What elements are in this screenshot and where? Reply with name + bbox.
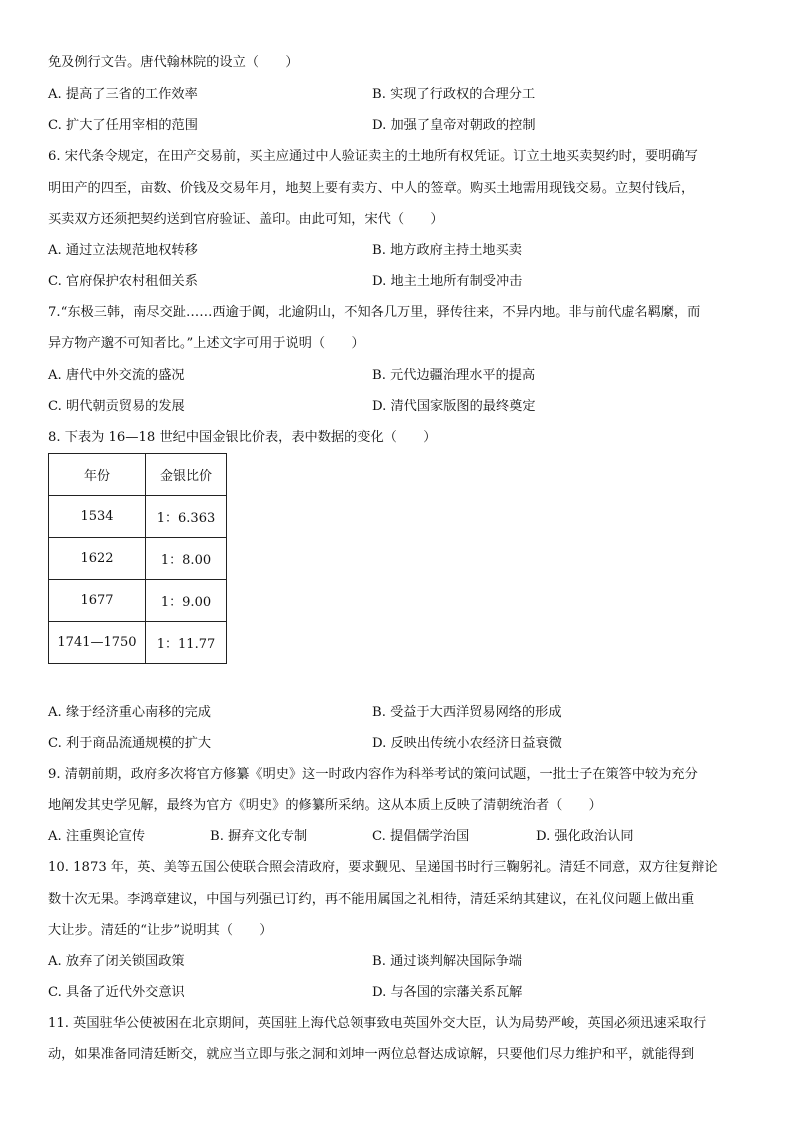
q7-option-d[interactable]: D. 清代国家版图的最终奠定 [372, 399, 536, 414]
table-row [49, 496, 227, 538]
q6-option-c[interactable]: C. 官府保护农村租佃关系 [48, 274, 198, 289]
q7-option-a[interactable]: A. 唐代中外交流的盛况 [48, 368, 185, 383]
question-11-line-1: 11. 英国驻华公使被困在北京期间，英国驻上海代总领事致电英国外交大臣，认为局势严峻，英国必须迅速采取行 [48, 1016, 707, 1031]
q9-option-c[interactable]: C. 提倡儒学治国 [372, 829, 470, 844]
q10-option-d[interactable]: D. 与各国的宗藩关系瓦解 [372, 985, 523, 1000]
table-cell-ratio: 1：9.00 [146, 580, 227, 622]
table-cell-year: 1741—1750 [49, 622, 146, 664]
q8-option-b[interactable]: B. 受益于大西洋贸易网络的形成 [372, 705, 562, 720]
table-header-row [49, 454, 227, 496]
q7-option-b[interactable]: B. 元代边疆治理水平的提高 [372, 368, 536, 383]
table-cell-year: 1677 [49, 580, 146, 622]
table-cell-ratio: 1：6.363 [146, 496, 227, 538]
q8-option-a[interactable]: A. 缘于经济重心南移的完成 [48, 705, 211, 720]
table-cell-year: 1534 [49, 496, 146, 538]
question-5-stem-tail: 免及例行文告。唐代翰林院的设立（ ） [48, 55, 299, 70]
q5-option-c[interactable]: C. 扩大了任用宰相的范围 [48, 118, 198, 133]
question-10-line-2: 数十次无果。李鸿章建议，中国与列强已订约，再不能用属国之礼相待，清廷采纳其建议，在礼仪问题上做出重 [48, 892, 695, 907]
question-6-line-1: 6. 宋代条令规定，在田产交易前，买主应通过中人验证卖主的土地所有权凭证。订立土地买卖契约时，要明确写 [48, 149, 698, 164]
question-9-line-1: 9. 清朝前期，政府多次将官方修纂《明史》这一时政内容作为科举考试的策问试题，一批士子在策答中较为充分 [48, 767, 698, 782]
question-7-line-2: 异方物产邈不可知者比。”上述文字可用于说明（ ） [48, 336, 365, 351]
question-6-line-3: 买卖双方还须把契约送到官府验证、盖印。由此可知，宋代（ ） [48, 212, 444, 227]
table-row [49, 622, 227, 664]
q7-option-c[interactable]: C. 明代朝贡贸易的发展 [48, 399, 185, 414]
q9-option-a[interactable]: A. 注重舆论宣传 [48, 829, 146, 844]
q5-option-d[interactable]: D. 加强了皇帝对朝政的控制 [372, 118, 536, 133]
table-cell-ratio: 1：11.77 [146, 622, 227, 664]
question-9-line-2: 地阐发其史学见解，最终为官方《明史》的修纂所采纳。这从本质上反映了清朝统治者（ ） [48, 798, 602, 813]
q8-option-c[interactable]: C. 利于商品流通规模的扩大 [48, 736, 212, 751]
q6-option-d[interactable]: D. 地主土地所有制受冲击 [372, 274, 523, 289]
question-11-line-2: 动，如果准备同清廷断交，就应当立即与张之洞和刘坤一两位总督达成谅解，只要他们尽力维护和平，就能得到 [48, 1047, 695, 1062]
q10-option-a[interactable]: A. 放弃了闭关锁国政策 [48, 954, 185, 969]
table-header-ratio: 金银比价 [146, 454, 227, 496]
q9-option-d[interactable]: D. 强化政治认同 [536, 829, 634, 844]
q8-option-d[interactable]: D. 反映出传统小农经济日益衰微 [372, 736, 562, 751]
q5-option-b[interactable]: B. 实现了行政权的合理分工 [372, 87, 536, 102]
table-row [49, 538, 227, 580]
table-row [49, 580, 227, 622]
table-header-year: 年份 [49, 454, 146, 496]
q6-option-b[interactable]: B. 地方政府主持土地买卖 [372, 243, 522, 258]
q9-option-b[interactable]: B. 摒弃文化专制 [210, 829, 308, 844]
q10-option-c[interactable]: C. 具备了近代外交意识 [48, 985, 185, 1000]
gold-silver-ratio-table [48, 453, 227, 664]
q10-option-b[interactable]: B. 通过谈判解决国际争端 [372, 954, 522, 969]
q5-option-a[interactable]: A. 提高了三省的工作效率 [48, 87, 198, 102]
table-cell-year: 1622 [49, 538, 146, 580]
q6-option-a[interactable]: A. 通过立法规范地权转移 [48, 243, 198, 258]
question-8-stem: 8. 下表为 16—18 世纪中国金银比价表，表中数据的变化（ ） [48, 430, 437, 445]
question-10-line-3: 大让步。清廷的“让步”说明其（ ） [48, 923, 273, 938]
table-cell-ratio: 1：8.00 [146, 538, 227, 580]
question-6-line-2: 明田产的四至，亩数、价钱及交易年月，地契上要有卖方、中人的签章。购买土地需用现钱交易。立契付钱后， [48, 181, 695, 196]
question-7-line-1: 7.“东极三韩，南尽交趾……西逾于阗，北逾阴山，不知各几万里，驿传往来，不异内地。非与前代虚名羁縻，而 [48, 305, 701, 320]
question-10-line-1: 10. 1873 年，英、美等五国公使联合照会清政府，要求觐见、呈递国书时行三鞠躬礼。清廷不同意，双方往复辩论 [48, 860, 718, 875]
